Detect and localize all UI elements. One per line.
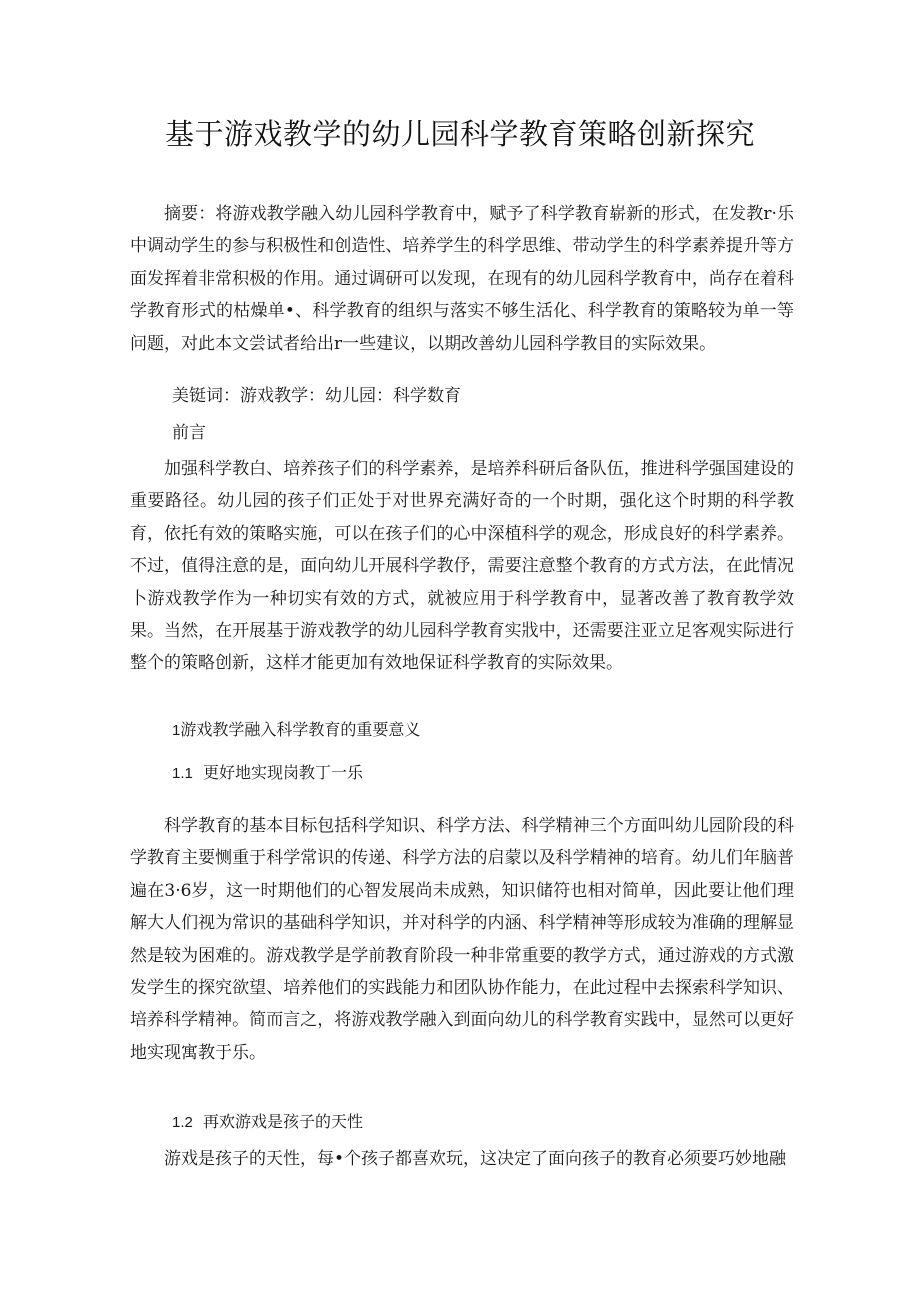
section-1-1-title: 更好地实现岗教丁一乐 [203, 763, 364, 782]
abstract-paragraph: 摘要：将游戏教学融入幼儿园科学教育中，赋予了科学教育崭新的形式，在发教r·乐中调动学生的参与积极性和创造性、培养学生的科学思维、带动学生的科学素养提升等方面发挥着非常积极的作用。通过调研可以发现，在现有的幼儿园科学教育中，尚存在着科学教育形式的枯燥单•、科学教育的组织与落实不够生活化、科学教育的策略较为单一等问题，对此本文尝试者给出r一些建议，以期改善幼儿园科学教目的实际效果。 [130, 204, 794, 354]
section-1-1-heading [172, 758, 363, 789]
preface-paragraph: 加强科学教白、培养孩子们的科学素养，是培养科研后备队伍，推进科学强国建设的重要路径。幼儿园的孩子们正处于对世界充满好奇的一个时期，强化这个时期的科学教育，依托有效的策略实施，可以在孩子们的心中深植科学的观念，形成良好的科学素养。不过，值得注意的是，面向幼儿开展科学教伃，需要注意整个教育的方式方法，在此情况卜游戏教学作为一种切实有效的方式，就被应用于科学教育中，显著改善了教育教学效果。当然，在开展基于游戏教学的幼儿园科学教育实戕中，还需要注亚立足客观实际进行整个的策略创新，这样才能更加有效地保证科学教育的实际效果。 [130, 459, 794, 674]
preface-heading: 前言 [172, 423, 206, 443]
keywords-line: 美铤词：游戏教学：幼儿园：科学数育 [172, 386, 461, 406]
section-1-number: 1 [172, 722, 181, 739]
section-1-title: 游戏教学融入科学教育的重要意义 [180, 720, 421, 739]
document-title: 基于游戏教学的幼儿园科学教育策略创新探究 [164, 117, 755, 151]
section-1-2-number: 1.2 [172, 1114, 193, 1131]
section-1-1-paragraph: 科学教育的基本目标包括科学知识、科学方法、科学精神三个方面叫幼儿园阶段的科学教育主要恻重于科学常识的传递、科学方法的启蒙以及科学精神的培育。幼儿们年脑普遍在3·6岁，这一时期他们的心智发展尚未成熟，知识储符也相对简单，因此要让他们理解大人们视为常识的基础科学知识，并对科学的内涵、科学精神等形成较为准确的理解显然是较为困难的。游戏教学是学前教育阶段一种非常重要的教学方式，通过游戏的方式激发学生的探究欲望、培养他们的实践能力和团队协作能力，在此过程中去探索科学知识、培养科学精神。简而言之，将游戏教学融入到面向幼儿的科学教育实践中，显然可以更好地实现寓教于乐。 [130, 816, 794, 1063]
section-1-1-number: 1.1 [172, 765, 193, 782]
section-1-2-title: 再欢游戏是孩子的天性 [203, 1112, 364, 1131]
section-1-heading [172, 715, 420, 746]
section-1-2-paragraph: 游戏是孩子的天性，每•个孩子都喜欢玩，这决定了面向孩子的教育必须要巧妙地融 [164, 1149, 787, 1169]
section-1-2-heading [172, 1107, 363, 1138]
